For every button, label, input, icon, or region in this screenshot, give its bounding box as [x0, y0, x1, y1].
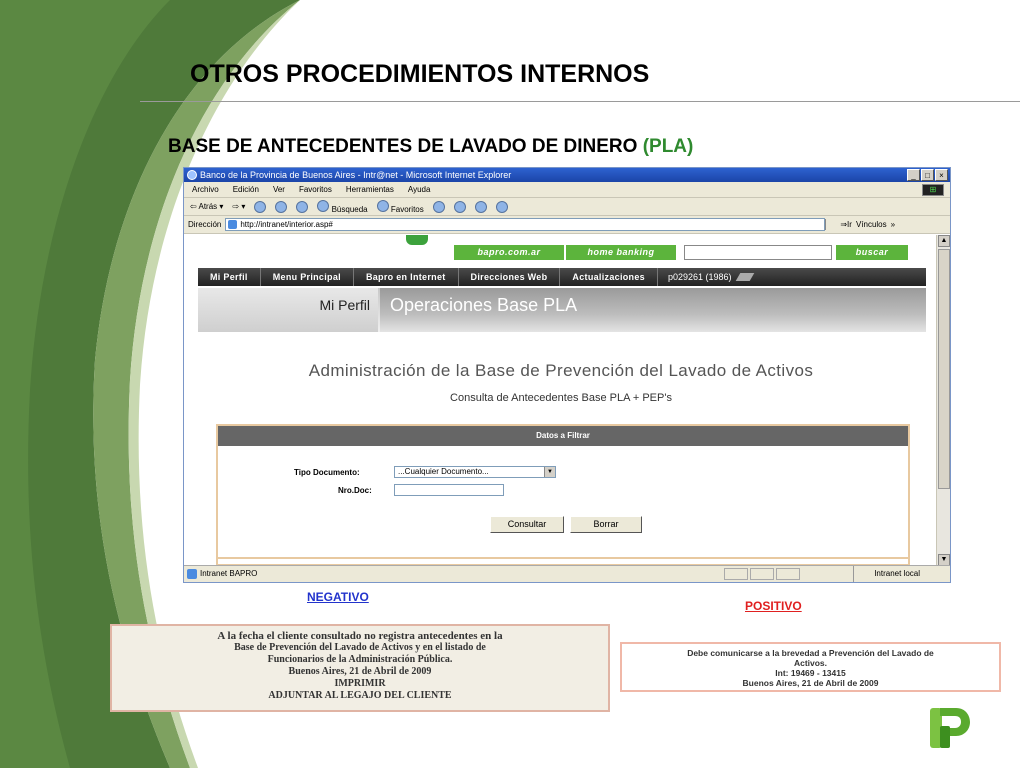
address-bar: [184, 216, 950, 234]
minimize-icon[interactable]: _: [907, 169, 920, 181]
profile-band: [198, 288, 926, 332]
search-button[interactable]: [317, 200, 367, 214]
search-label: Búsqueda: [331, 204, 368, 214]
web-page: [196, 235, 938, 566]
address-label: Dirección: [188, 220, 222, 229]
back-button[interactable]: ⇦ Atrás ▾: [190, 202, 224, 211]
window-controls: [907, 169, 948, 181]
nro-doc-row: [338, 486, 372, 495]
slide-subtitle: [168, 136, 693, 158]
positivo-message: [620, 642, 1001, 692]
bapro-link[interactable]: bapro.com.ar: [454, 245, 564, 260]
subtitle-main: BASE DE ANTECEDENTES DE LAVADO DE DINERO: [168, 136, 638, 157]
site-search-input[interactable]: [684, 245, 832, 260]
home-icon[interactable]: [296, 201, 308, 213]
status-cells: [724, 568, 800, 580]
main-nav: [198, 268, 926, 286]
security-zone: Intranet local: [853, 566, 920, 582]
ie-icon: [187, 170, 197, 180]
tipo-documento-value: ...Cualquier Documento...: [398, 467, 489, 476]
positivo-line: Int: 19469 - 13415: [775, 668, 846, 678]
favorites-button[interactable]: [377, 200, 424, 214]
admin-title: Administración de la Base de Prevención del Lavado de Activos: [308, 361, 814, 380]
borrar-button[interactable]: Borrar: [570, 516, 642, 533]
subtitle-accent: (PLA): [642, 136, 694, 157]
browser-toolbar: [184, 198, 950, 216]
go-label: Ir: [847, 220, 852, 229]
links-chevron-icon[interactable]: »: [890, 220, 896, 229]
slide-title: OTROS PROCEDIMIENTOS INTERNOS: [190, 60, 650, 88]
profile-label: Mi Perfil: [198, 288, 378, 332]
nav-menu-principal[interactable]: Menu Principal: [261, 268, 354, 286]
stop-icon[interactable]: [254, 201, 266, 213]
vertical-scrollbar[interactable]: [936, 235, 950, 566]
nro-doc-label: Nro.Doc:: [338, 486, 372, 495]
go-button[interactable]: ⇒Ir: [840, 220, 852, 229]
positivo-label: POSITIVO: [745, 599, 802, 613]
menu-herramientas[interactable]: Herramientas: [345, 185, 394, 194]
page-icon: [187, 569, 197, 579]
status-bar: [184, 565, 950, 582]
windows-logo-icon: ⊞: [922, 184, 944, 196]
bapro-leaf-icon: [406, 235, 428, 245]
menu-edicion[interactable]: Edición: [232, 185, 259, 194]
browser-window: [183, 167, 951, 583]
forward-icon[interactable]: ⇨ ▾: [232, 202, 246, 211]
wrench-icon[interactable]: [735, 273, 754, 281]
negativo-line: Funcionarios de la Administración Pública.: [267, 654, 453, 665]
browser-menu-bar: [184, 182, 950, 198]
back-label: Atrás: [198, 202, 218, 211]
menu-ver[interactable]: Ver: [272, 185, 285, 194]
menu-favoritos[interactable]: Favoritos: [298, 185, 332, 194]
browser-title-bar: [184, 168, 950, 182]
filter-header: Datos a Filtrar: [218, 426, 908, 446]
nro-doc-input[interactable]: [394, 484, 504, 496]
maximize-icon[interactable]: □: [921, 169, 934, 181]
refresh-icon[interactable]: [275, 201, 287, 213]
negativo-message: [110, 624, 610, 712]
links-label[interactable]: Vínculos: [855, 220, 887, 229]
search-icon: [317, 200, 329, 212]
menu-archivo[interactable]: Archivo: [192, 185, 219, 194]
negativo-line: Base de Prevención del Lavado de Activos y en el listado de: [234, 642, 486, 653]
buscar-button[interactable]: buscar: [836, 245, 908, 260]
negativo-line: Buenos Aires, 21 de Abril de 2009: [288, 666, 432, 677]
positivo-line: Activos.: [793, 658, 828, 668]
top-links: [196, 235, 938, 257]
nav-direcciones-web[interactable]: Direcciones Web: [459, 268, 561, 286]
edit-icon[interactable]: [496, 201, 508, 213]
scroll-thumb[interactable]: [938, 249, 950, 489]
negativo-line: ADJUNTAR AL LEGAJO DEL CLIENTE: [268, 690, 452, 701]
nav-mi-perfil[interactable]: Mi Perfil: [198, 268, 261, 286]
positivo-line: Buenos Aires, 21 de Abril de 2009: [742, 678, 879, 688]
favorites-icon: [377, 200, 389, 212]
address-input[interactable]: http://intranet/interior.asp#: [225, 218, 825, 231]
user-id: p029261 (1986): [667, 272, 732, 282]
tipo-documento-label: Tipo Documento:: [294, 468, 360, 477]
negativo-line: A la fecha el cliente consultado no registra antecedentes en la: [217, 630, 503, 642]
status-text: Intranet BAPRO: [200, 569, 258, 578]
menu-ayuda[interactable]: Ayuda: [407, 185, 431, 194]
negativo-label: NEGATIVO: [307, 590, 369, 604]
bapro-logo-icon: [926, 700, 972, 756]
section-title: Operaciones Base PLA: [380, 288, 926, 332]
consulta-title: Consulta de Antecedentes Base PLA + PEP's: [450, 392, 672, 404]
consultar-button[interactable]: Consultar: [490, 516, 564, 533]
tipo-documento-select[interactable]: [394, 466, 556, 478]
home-banking-link[interactable]: home banking: [566, 245, 676, 260]
imprimir-link[interactable]: IMPRIMIR: [334, 678, 386, 689]
scroll-up-icon[interactable]: ▲: [938, 235, 950, 247]
nav-bapro-internet[interactable]: Bapro en Internet: [354, 268, 459, 286]
favorites-label: Favoritos: [390, 204, 424, 214]
tipo-documento-row: [294, 467, 553, 477]
history-icon[interactable]: [433, 201, 445, 213]
title-divider: [140, 101, 1020, 102]
print-icon[interactable]: [475, 201, 487, 213]
scroll-down-icon[interactable]: ▼: [938, 554, 950, 566]
mail-icon[interactable]: [454, 201, 466, 213]
nav-actualizaciones[interactable]: Actualizaciones: [560, 268, 658, 286]
browser-window-title: Banco de la Provincia de Buenos Aires - Intr@net - Microsoft Internet Explorer: [200, 170, 512, 180]
chevron-down-icon: ▼: [544, 467, 555, 477]
positivo-line: Debe comunicarse a la brevedad a Prevención del Lavado de: [687, 648, 934, 658]
close-icon[interactable]: ×: [935, 169, 948, 181]
filter-panel: [216, 424, 910, 566]
